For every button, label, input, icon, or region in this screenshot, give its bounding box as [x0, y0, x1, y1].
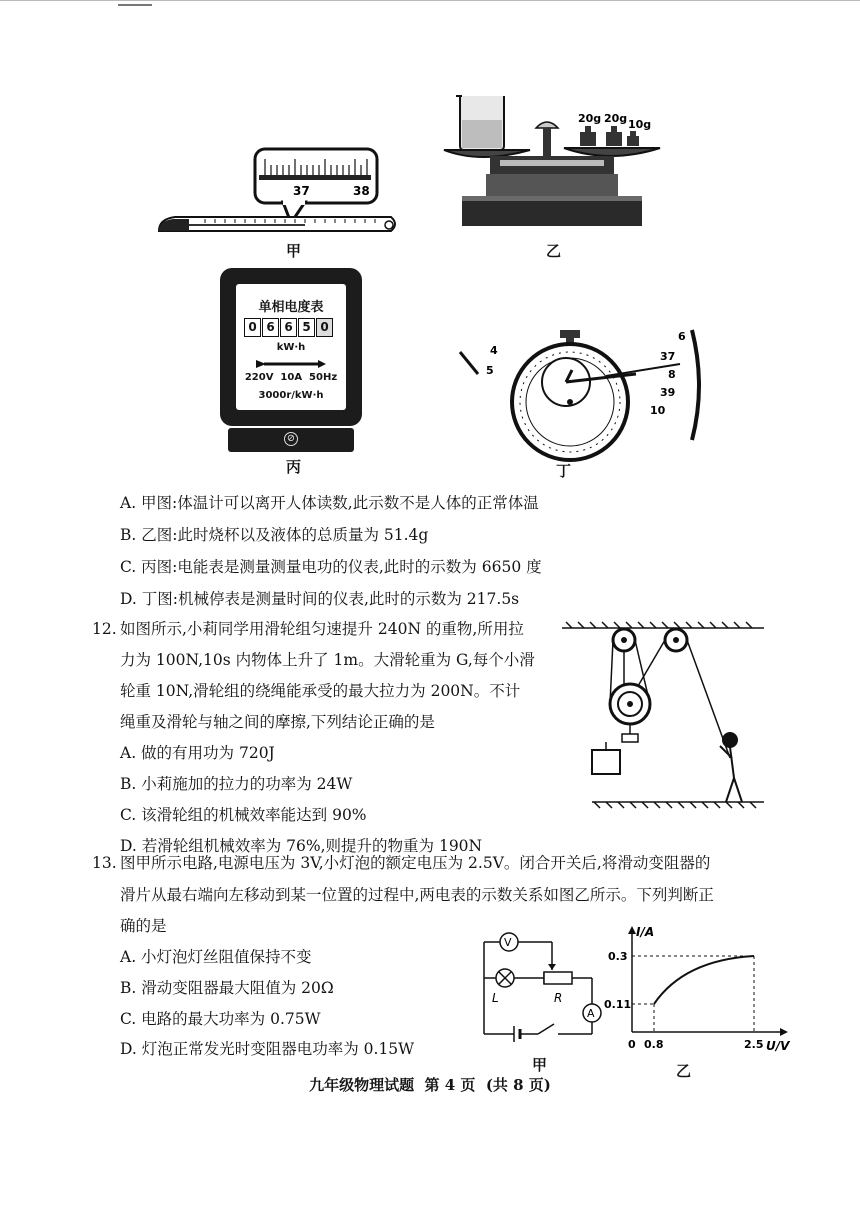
meter-constant: 3000r/kW·h [258, 390, 324, 401]
figure-ding-stopwatch [456, 326, 706, 468]
subdial-label-5: 5 [486, 364, 494, 377]
meter-digit: 0 [244, 318, 261, 337]
rheostat-label: R [554, 991, 563, 1005]
page-footer: 九年级物理试题 第 4 页 (共 8 页) [309, 1076, 551, 1094]
caption-graph: 乙 [676, 1062, 692, 1080]
figure-iu-graph [604, 922, 794, 1058]
meter-arrow-icon [256, 360, 326, 368]
meter-unit: kW·h [276, 342, 306, 353]
figure-yi-balance [440, 90, 670, 235]
weight-label-2: 20g [604, 112, 628, 125]
meter-digit: 6 [280, 318, 297, 337]
caption-circuit: 甲 [532, 1056, 548, 1074]
q13-number: 13. [92, 854, 117, 872]
q12-stem-4: 绳重及滑轮与轴之间的摩擦,下列结论正确的是 [120, 713, 435, 731]
ammeter-label: A [587, 1007, 595, 1020]
floor [592, 802, 764, 808]
caption-bing: 丙 [286, 458, 302, 476]
q12-stem-1: 如图所示,小莉同学用滑轮组匀速提升 240N 的重物,所用拉 [120, 620, 524, 638]
q11-option-a: A. 甲图:体温计可以离开人体读数,此示数不是人体的正常体温 [120, 494, 539, 512]
q11-option-c: C. 丙图:电能表是测量测量电功的仪表,此时的示数为 6650 度 [120, 558, 542, 576]
subdial-label-4: 4 [490, 344, 498, 357]
q12-stem-3: 轮重 10N,滑轮组的绕绳能承受的最大拉力为 200N。不计 [120, 682, 521, 700]
pointer-mark [460, 352, 478, 374]
q12-option-c: C. 该滑轮组的机械效率能达到 90% [120, 806, 367, 824]
weight-label-3: 10g [628, 118, 652, 131]
top-border [0, 0, 860, 1]
movable-pulley [610, 684, 650, 742]
thermometer-zoom-callout [255, 149, 377, 223]
q12-stem-2: 力为 100N,10s 内物体上升了 1m。大滑轮重为 G,每个小滑 [120, 651, 535, 669]
x-tick-2-5: 2.5 [744, 1038, 764, 1051]
figure-pulley-system [558, 618, 766, 810]
figure-bing-meter [220, 268, 360, 452]
stopwatch-crown [560, 330, 580, 338]
voltmeter-icon [500, 933, 518, 951]
scale-label-10: 10 [650, 404, 666, 417]
q13-option-c: C. 电路的最大功率为 0.75W [120, 1010, 321, 1028]
q12-option-d: D. 若滑轮组机械效率为 76%,则提升的物重为 190N [120, 837, 483, 855]
x-tick-0: 0 [628, 1038, 636, 1051]
fixed-pulleys [613, 629, 687, 651]
scale-label-37: 37 [660, 350, 676, 363]
voltmeter-label: V [504, 936, 512, 949]
q13-option-b: B. 滑动变阻器最大阻值为 20Ω [120, 979, 334, 997]
q11-option-d: D. 丁图:机械停表是测量时间的仪表,此时的示数为 217.5s [120, 590, 520, 608]
ceiling [562, 622, 764, 628]
meter-digits [244, 318, 333, 337]
heavy-object [592, 750, 620, 774]
q13-stem-2: 滑片从最右端向左移动到某一位置的过程中,两电表的示数关系如图乙所示。下列判断正 [120, 886, 714, 904]
scan-mark [118, 4, 152, 6]
beaker [456, 96, 504, 150]
meter-digit-decimal: 0 [316, 318, 333, 337]
scale-label-6: 6 [678, 330, 686, 343]
rheostat-icon [544, 964, 572, 1005]
ammeter-icon [583, 1004, 601, 1022]
bulb-icon [492, 969, 514, 1005]
scale-label-8: 8 [668, 368, 676, 381]
battery-icon [514, 1026, 520, 1042]
screw-icon: ⊘ [284, 432, 298, 446]
q12-number: 12. [92, 620, 117, 638]
meter-rating: 220V 10A 50Hz [244, 372, 338, 383]
meter-digit: 6 [262, 318, 279, 337]
caption-jia: 甲 [286, 242, 302, 260]
q11-option-b: B. 乙图:此时烧杯以及液体的总质量为 51.4g [120, 526, 429, 544]
thermometer-body [159, 217, 395, 231]
scale-label-39: 39 [660, 386, 676, 399]
caption-yi: 乙 [546, 242, 562, 260]
person-figure [720, 733, 742, 802]
q13-option-a: A. 小灯泡灯丝阻值保持不变 [120, 948, 312, 966]
y-tick-0-11: 0.11 [604, 998, 632, 1011]
x-tick-0-8: 0.8 [644, 1038, 664, 1051]
q13-stem-1: 图甲所示电路,电源电压为 3V,小灯泡的额定电压为 2.5V。闭合开关后,将滑动变阻器的 [120, 854, 711, 872]
q13-stem-3: 确的是 [120, 917, 167, 935]
q13-option-d: D. 灯泡正常发光时变阻器电功率为 0.15W [120, 1040, 415, 1058]
meter-terminal-box [228, 428, 354, 452]
bulb-label: L [492, 991, 499, 1005]
weights [578, 112, 651, 146]
figure-jia-thermometer [155, 145, 405, 245]
figure-circuit [478, 930, 604, 1054]
q12-option-a: A. 做的有用功为 720J [120, 744, 275, 762]
x-axis-label: U/V [766, 1039, 790, 1053]
meter-title: 单相电度表 [258, 300, 324, 315]
q12-option-b: B. 小莉施加的拉力的功率为 24W [120, 775, 353, 793]
y-axis-label: I/A [636, 925, 655, 939]
scale-label-37: 37 [293, 184, 310, 198]
zoom-arc [692, 330, 699, 440]
caption-ding: 丁 [556, 462, 572, 480]
weight-label-1: 20g [578, 112, 602, 125]
mercury-column [259, 175, 371, 180]
meter-digit: 5 [298, 318, 315, 337]
scale-label-38: 38 [353, 184, 370, 198]
iu-curve [654, 956, 754, 1004]
y-tick-0-3: 0.3 [608, 950, 628, 963]
